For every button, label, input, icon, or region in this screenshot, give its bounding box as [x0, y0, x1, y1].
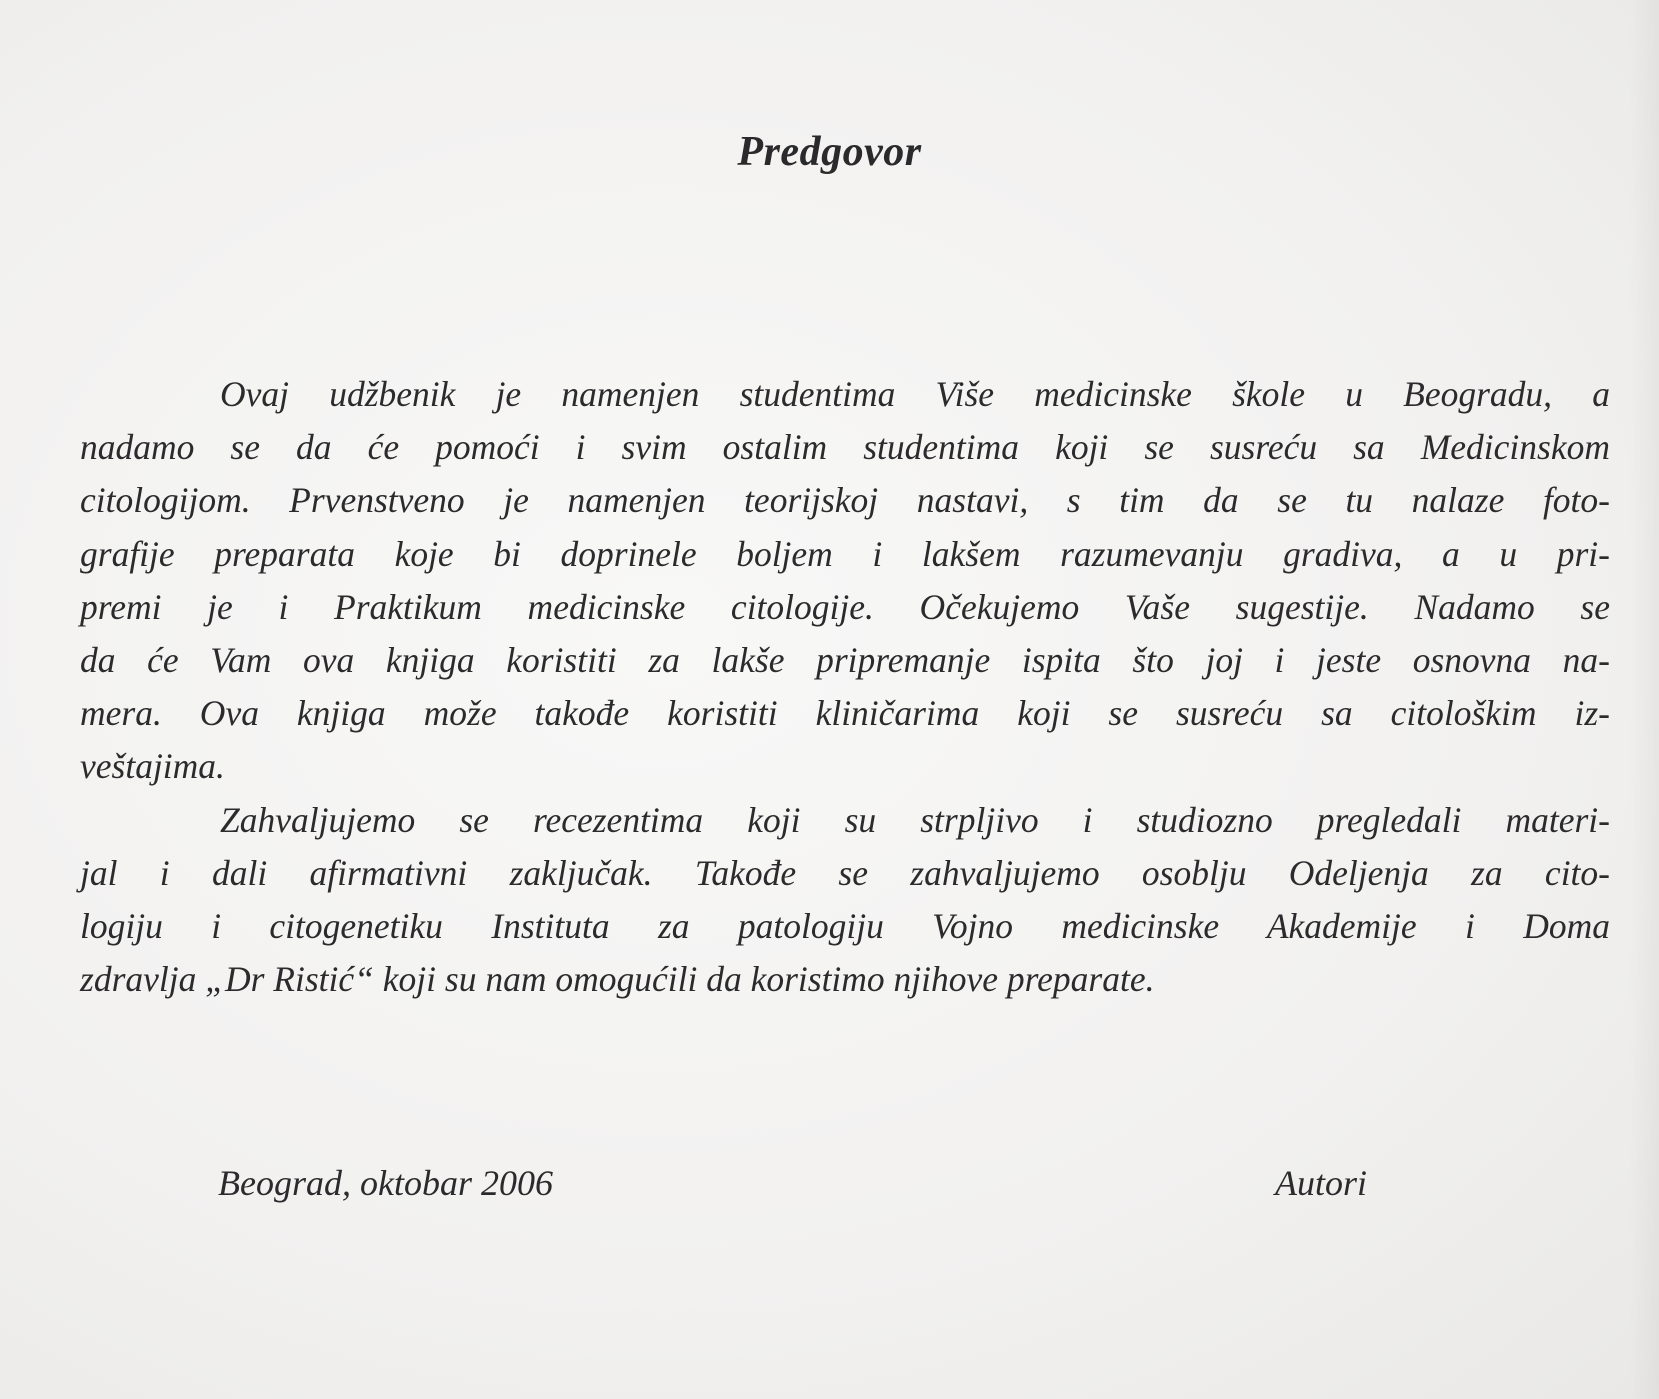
paragraph-1-line-8: veštajima. [80, 746, 225, 787]
preface-body [80, 368, 1610, 1006]
paragraph-1-line-2: nadamo se da će pomoći i svim ostalim studentima koji se susreću sa Medicinskom [80, 427, 1610, 468]
paragraph-1-line-3: citologijom. Prvenstveno je namenjen teorijskoj nastavi, s tim da se tu nalaze foto- [80, 480, 1610, 521]
paragraph-1-line-6: da će Vam ova knjiga koristiti za lakše pripremanje ispita što joj i jeste osnovna na- [80, 640, 1610, 681]
paragraph-2-line-1: Zahvaljujemo se recezentima koji su strpljivo i studiozno pregledali materi- [220, 799, 1610, 840]
page-edge-shadow [1629, 0, 1659, 1399]
paragraph-1-line-1: Ovaj udžbenik je namenjen studentima Više medicinske škole u Beogradu, a [220, 374, 1610, 414]
paragraph-1-line-7: mera. Ova knjiga može takođe koristiti kliničarima koji se susreću sa citološkim iz- [80, 693, 1610, 734]
place-and-date: Beograd, oktobar 2006 [218, 1163, 553, 1203]
paragraph-1-line-5: premi je i Praktikum medicinske citologije. Očekujemo Vaše sugestije. Nadamo se [80, 586, 1610, 627]
page-title: Predgovor [737, 129, 922, 175]
paragraph-2-line-2: jal i dali afirmativni zaključak. Takođe se zahvaljujemo osoblju Odeljenja za cito- [80, 852, 1610, 893]
paragraph-1-line-4: grafije preparata koje bi doprinele boljem i lakšem razumevanju gradiva, a u pri- [80, 533, 1610, 574]
authors-signature: Autori [1275, 1163, 1368, 1203]
paragraph-2-line-4: zdravlja „Dr Ristić“ koji su nam omogućili da koristimo njihove preparate. [80, 959, 1155, 1000]
paragraph-2-line-3: logiju i citogenetiku Instituta za patologiju Vojno medicinske Akademije i Doma [80, 906, 1610, 947]
